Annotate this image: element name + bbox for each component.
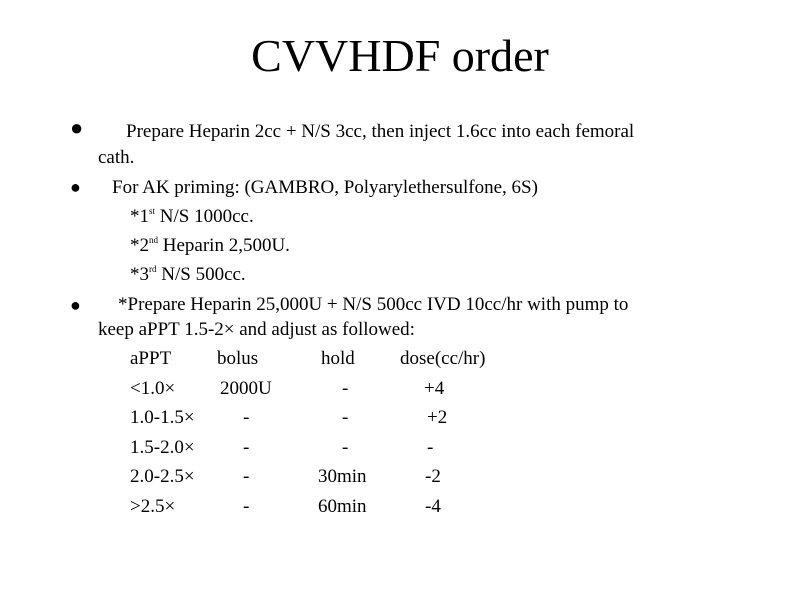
table-row-4-bolus: - (243, 466, 250, 487)
table-row-5-hold: 60min (318, 496, 367, 517)
bullet-2-dot: ● (70, 177, 81, 197)
table-row-2-hold: - (342, 407, 349, 428)
priming-step-1-ordinal: st (149, 206, 156, 216)
table-row-5-bolus: - (243, 496, 250, 517)
priming-step-2-prefix: *2 (130, 235, 149, 256)
table-header-bolus: bolus (217, 348, 259, 369)
table-row-1-bolus: 2000U (220, 378, 272, 399)
slide-title: CVVHDF order (251, 30, 549, 81)
bullet-1-dot: ● (70, 115, 84, 140)
bullet-1-line-1: Prepare Heparin 2cc + N/S 3cc, then inject 1.6cc into each femoral (126, 121, 635, 142)
priming-step-1-prefix: *1 (130, 206, 149, 227)
table-row-3-bolus: - (243, 437, 250, 458)
table-row-5-dose: -4 (425, 496, 441, 517)
table-row-2-dose: +2 (427, 407, 448, 428)
table-row-4-hold: 30min (318, 466, 367, 487)
table-row-1-hold: - (342, 378, 349, 399)
table-row-3-dose: - (427, 437, 434, 458)
bullet-3-line-1: *Prepare Heparin 25,000U + N/S 500cc IVD 10cc/hr with pump to (118, 294, 629, 315)
bullet-1-line-2: cath. (98, 147, 135, 168)
table-header-dose: dose(cc/hr) (400, 348, 486, 369)
bullet-3-dot: ● (70, 295, 81, 315)
table-row-4-dose: -2 (425, 466, 441, 487)
table-row-1-dose: +4 (424, 378, 445, 399)
priming-step-3-prefix: *3 (130, 264, 149, 285)
priming-step-2 (130, 234, 290, 260)
table-row-3-hold: - (342, 437, 349, 458)
table-header-hold: hold (321, 348, 355, 369)
table-row-4-appt: 2.0-2.5× (130, 466, 195, 487)
table-header-appt: aPPT (130, 348, 172, 369)
bullet-2-line-1: For AK priming: (GAMBRO, Polyarylethersulfone, 6S) (112, 177, 538, 198)
priming-step-3-text: N/S 500cc. (156, 264, 246, 285)
table-row-2-appt: 1.0-1.5× (130, 407, 195, 428)
priming-step-2-text: Heparin 2,500U. (158, 235, 290, 256)
priming-step-2-ordinal: nd (149, 235, 158, 245)
bullet-3-line-2: keep aPPT 1.5-2× and adjust as followed: (98, 319, 415, 340)
priming-step-3 (130, 263, 246, 289)
priming-step-3-ordinal: rd (149, 264, 157, 274)
table-row-1-appt: <1.0× (130, 378, 176, 399)
table-row-5-appt: >2.5× (130, 496, 176, 517)
priming-step-1 (130, 205, 254, 231)
priming-step-1-text: N/S 1000cc. (155, 206, 254, 227)
table-row-3-appt: 1.5-2.0× (130, 437, 195, 458)
table-row-2-bolus: - (243, 407, 250, 428)
